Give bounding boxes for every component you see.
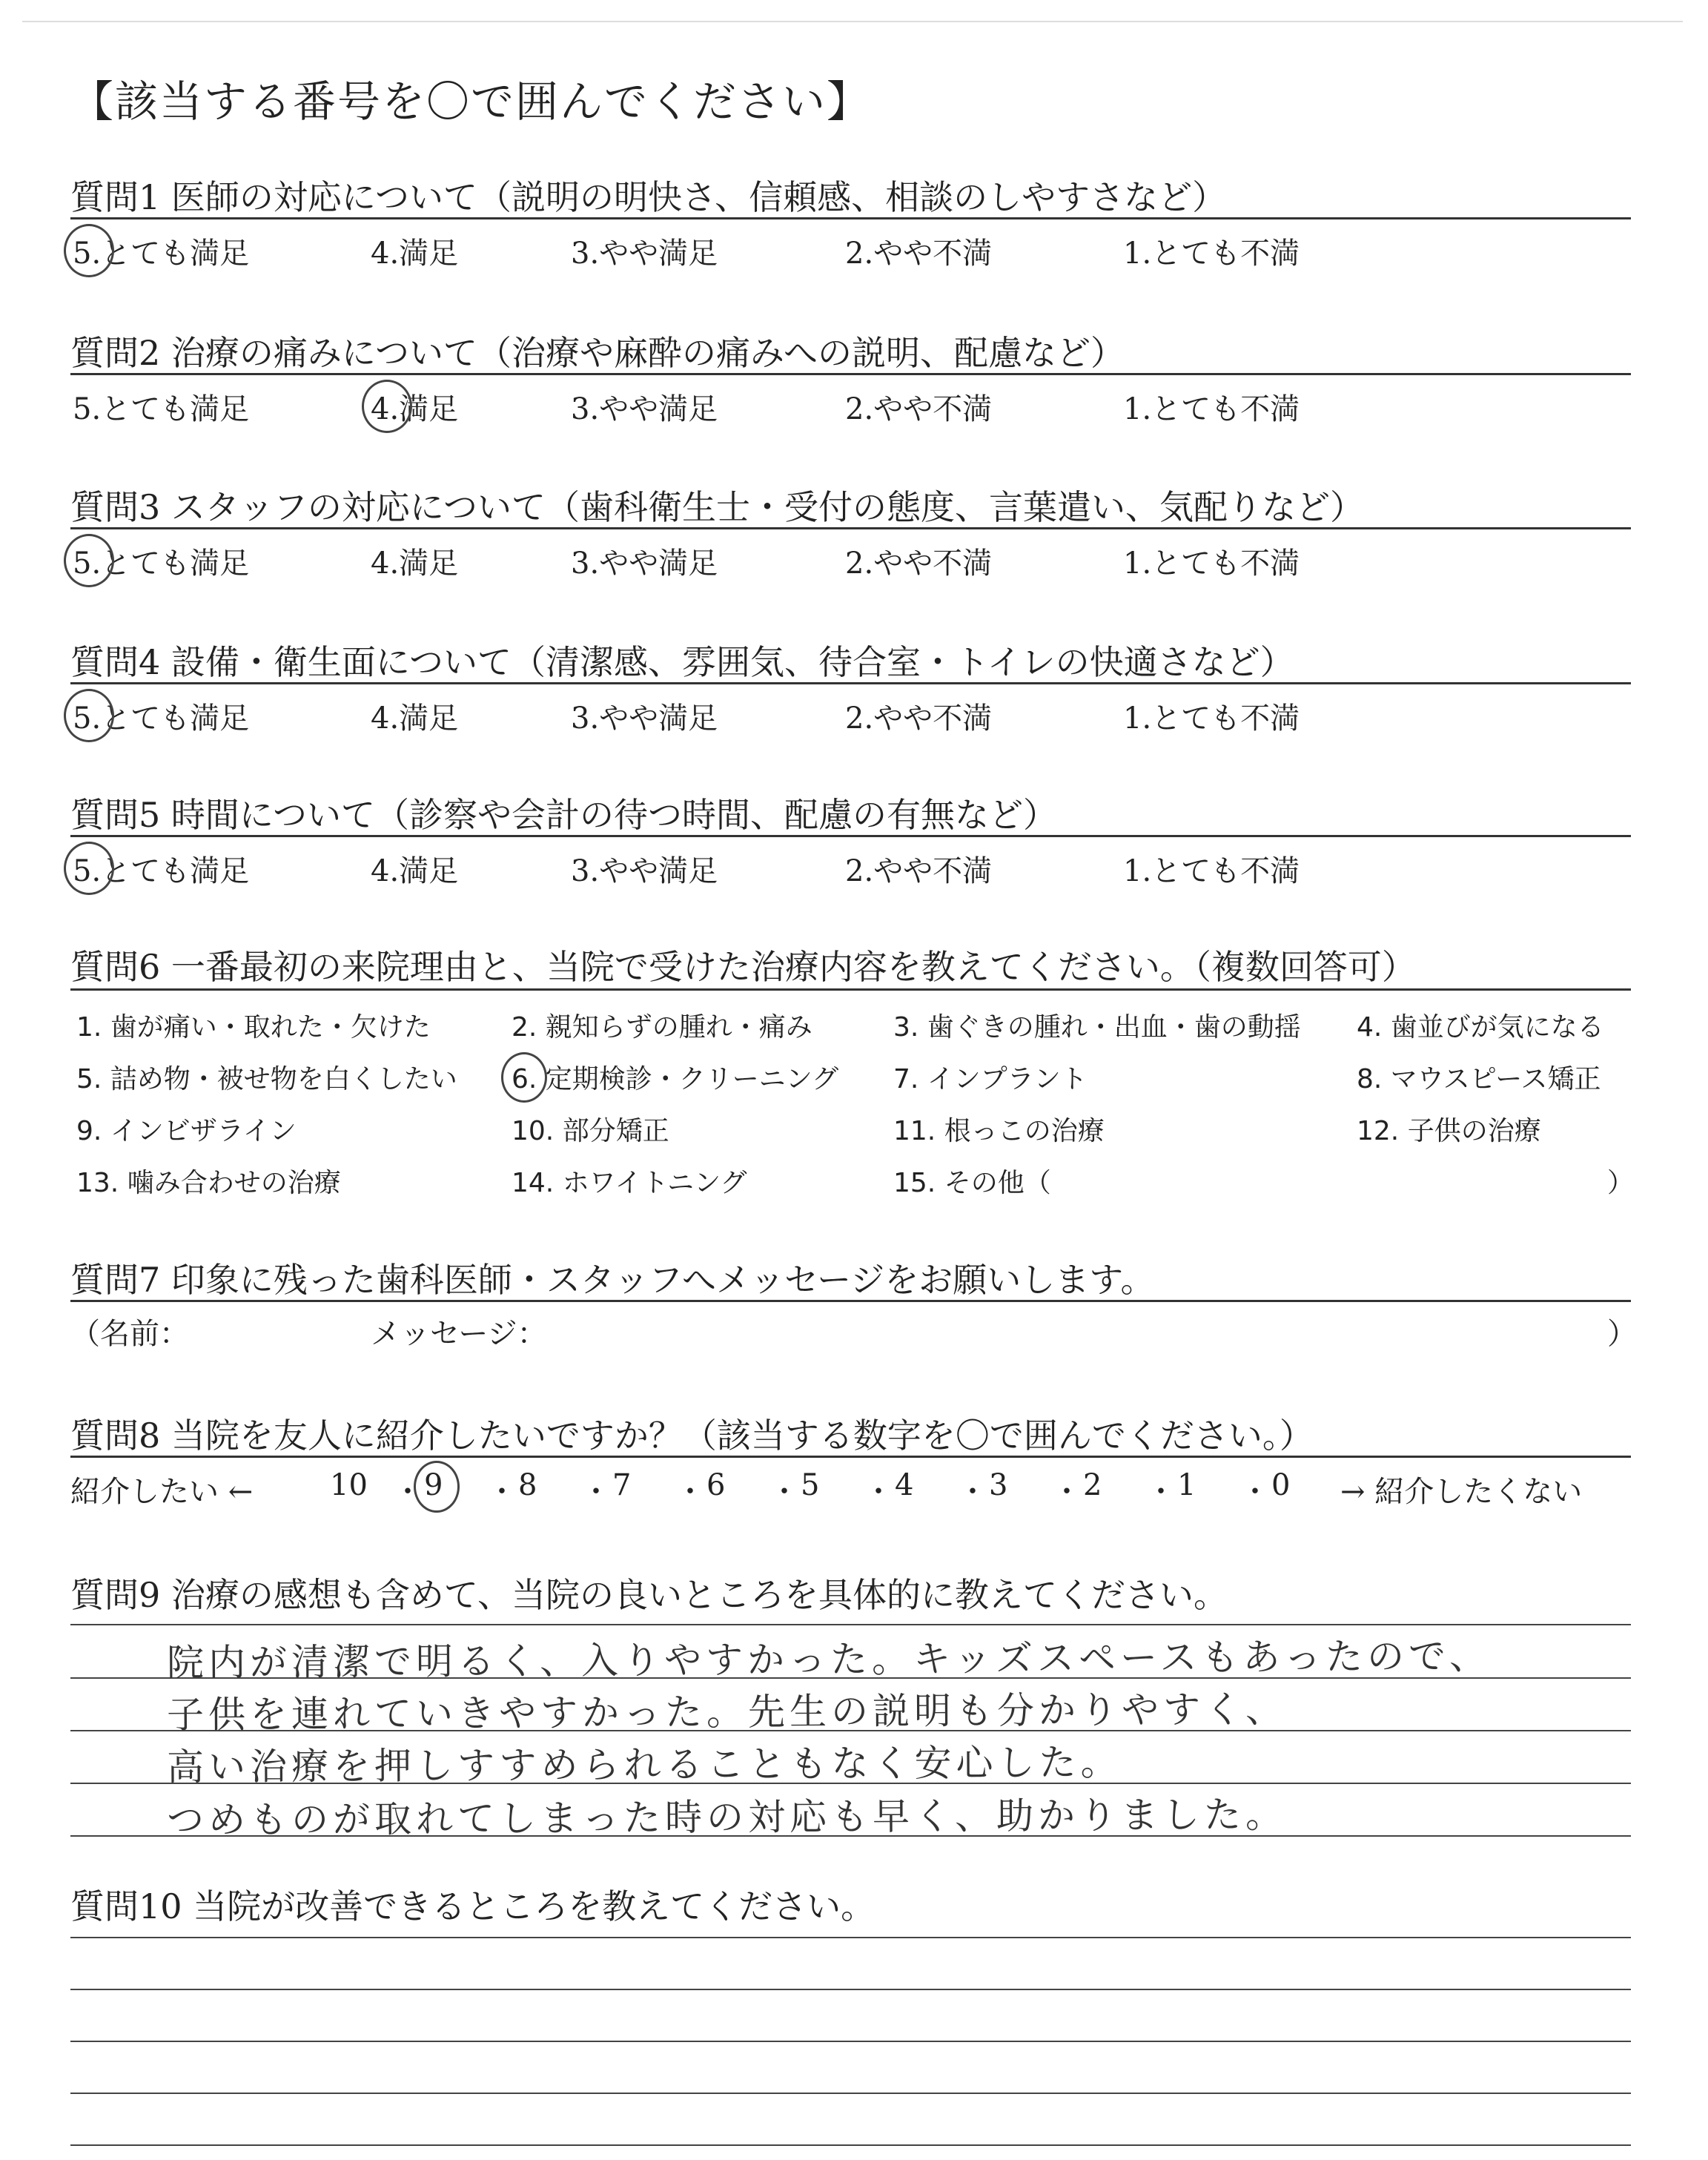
q3-rule (70, 527, 1631, 529)
q5-option-5[interactable]: 5.とても満足 (73, 854, 250, 888)
q6-option-16: ） (1607, 1168, 1635, 1198)
q10-title: 質問10 当院が改善できるところを教えてください。 (70, 1886, 875, 1926)
q3-option-5[interactable]: 5.とても満足 (73, 546, 250, 581)
q3-option-4[interactable]: 4.満足 (371, 546, 459, 581)
q1-selected-circle (64, 224, 114, 277)
q6-title: 質問6 一番最初の来院理由と、当院で受けた治療内容を教えてください。（複数回答可） (70, 947, 1416, 987)
q8-rule (70, 1456, 1631, 1458)
q3-title: 質問3 スタッフの対応について（歯科衛生士・受付の態度、言葉遣い、気配りなど） (70, 487, 1364, 527)
q10-line-4 (70, 2093, 1631, 2094)
q6-option-6[interactable]: 6. 定期検診・クリーニング (512, 1064, 839, 1094)
page-title: 【該当する番号を〇で囲んでください】 (70, 76, 872, 127)
q5-option-1[interactable]: 1.とても不満 (1123, 854, 1300, 888)
q6-selected-circle (501, 1052, 547, 1103)
q3-selected-circle (64, 534, 114, 587)
q7-close-paren: ） (1607, 1317, 1637, 1351)
q5-rule (70, 835, 1631, 837)
q8-scale-separator: ・ (1240, 1475, 1270, 1509)
q1-rule (70, 217, 1631, 219)
q2-option-2[interactable]: 2.やや不満 (845, 392, 993, 426)
q4-title: 質問4 設備・衛生面について（清潔感、雰囲気、待合室・トイレの快適さなど） (70, 642, 1294, 682)
q8-selected-circle (414, 1461, 460, 1513)
q8-scale-separator: ・ (1052, 1475, 1082, 1509)
q2-option-5[interactable]: 5.とても満足 (73, 392, 250, 426)
q9-answer-line-2: 子供を連れていきやすかった。先生の説明も分かりやすく、 (166, 1688, 1288, 1737)
q9-answer-line-3: 高い治療を押しすすめられることもなく安心した。 (166, 1740, 1122, 1789)
q2-selected-circle (362, 380, 412, 433)
q8-scale-5[interactable]: 5 (801, 1468, 820, 1502)
q7-message-label: メッセージ： (371, 1317, 547, 1351)
q8-scale-separator: ・ (393, 1475, 423, 1509)
q2-option-3[interactable]: 3.やや満足 (571, 392, 718, 426)
q1-option-5[interactable]: 5.とても満足 (73, 237, 250, 271)
q3-option-3[interactable]: 3.やや満足 (571, 546, 718, 581)
q7-rule (70, 1300, 1631, 1302)
q8-scale-separator: ・ (769, 1475, 799, 1509)
q9-answer-line-1: 院内が清潔で明るく、入りやすかった。キッズスペースもあったので、 (166, 1634, 1492, 1685)
q6-option-12[interactable]: 12. 子供の治療 (1357, 1116, 1541, 1146)
q1-option-2[interactable]: 2.やや不満 (845, 237, 993, 271)
q2-rule (70, 373, 1631, 375)
q6-option-11[interactable]: 11. 根っこの治療 (893, 1116, 1105, 1146)
q6-option-13[interactable]: 13. 噛み合わせの治療 (76, 1168, 341, 1198)
q8-scale-2[interactable]: 2 (1083, 1468, 1102, 1502)
q3-option-1[interactable]: 1.とても不満 (1123, 546, 1300, 581)
q8-scale-10[interactable]: 10 (330, 1468, 368, 1502)
q10-line-3 (70, 2041, 1631, 2042)
q6-rule (70, 988, 1631, 991)
q4-selected-circle (64, 689, 114, 742)
q1-title: 質問1 医師の対応について（説明の明快さ、信頼感、相談のしやすさなど） (70, 177, 1227, 217)
q6-option-8[interactable]: 8. マウスピース矯正 (1357, 1064, 1601, 1094)
q1-option-3[interactable]: 3.やや満足 (571, 237, 718, 271)
q8-scale-separator: ・ (1146, 1475, 1176, 1509)
q5-selected-circle (64, 842, 114, 895)
q2-option-4[interactable]: 4.満足 (371, 392, 459, 426)
q9-line-1 (70, 1624, 1631, 1625)
q4-option-3[interactable]: 3.やや満足 (571, 701, 718, 736)
q8-scale-separator: ・ (864, 1475, 893, 1509)
q5-title: 質問5 時間について（診察や会計の待つ時間、配慮の有無など） (70, 795, 1057, 835)
q1-option-1[interactable]: 1.とても不満 (1123, 237, 1300, 271)
q4-rule (70, 682, 1631, 684)
q7-name-label: （名前： (70, 1317, 189, 1351)
q6-option-7[interactable]: 7. インプラント (893, 1064, 1088, 1094)
q10-line-1 (70, 1937, 1631, 1938)
q8-scale-separator: ・ (487, 1475, 517, 1509)
q6-option-10[interactable]: 10. 部分矯正 (512, 1116, 669, 1146)
q6-option-3[interactable]: 3. 歯ぐきの腫れ・出血・歯の動揺 (893, 1012, 1301, 1043)
q8-scale-4[interactable]: 4 (895, 1468, 914, 1502)
q10-line-5 (70, 2144, 1631, 2146)
q4-option-1[interactable]: 1.とても不満 (1123, 701, 1300, 736)
q8-scale-separator: ・ (675, 1475, 705, 1509)
q6-option-4[interactable]: 4. 歯並びが気になる (1357, 1012, 1604, 1043)
q8-scale-1[interactable]: 1 (1177, 1468, 1196, 1502)
q4-option-5[interactable]: 5.とても満足 (73, 701, 250, 736)
q8-scale-8[interactable]: 8 (518, 1468, 537, 1502)
q6-option-5[interactable]: 5. 詰め物・被せ物を白くしたい (76, 1064, 457, 1094)
q8-scale-6[interactable]: 6 (706, 1468, 726, 1502)
q9-title: 質問9 治療の感想も含めて、当院の良いところを具体的に教えてください。 (70, 1575, 1228, 1615)
q8-scale-0[interactable]: 0 (1271, 1468, 1291, 1502)
q4-option-4[interactable]: 4.満足 (371, 701, 459, 736)
q2-option-1[interactable]: 1.とても不満 (1123, 392, 1300, 426)
q5-option-2[interactable]: 2.やや不満 (845, 854, 993, 888)
q2-title: 質問2 治療の痛みについて（治療や麻酔の痛みへの説明、配慮など） (70, 333, 1125, 373)
q8-scale-3[interactable]: 3 (989, 1468, 1008, 1502)
q8-right-label: → 紹介したくない (1340, 1475, 1583, 1509)
q4-option-2[interactable]: 2.やや不満 (845, 701, 993, 736)
q6-option-9[interactable]: 9. インビザライン (76, 1116, 297, 1146)
top-edge-line (22, 21, 1683, 22)
q8-scale-separator: ・ (958, 1475, 987, 1509)
q3-option-2[interactable]: 2.やや不満 (845, 546, 993, 581)
q7-title: 質問7 印象に残った歯科医師・スタッフへメッセージをお願いします。 (70, 1260, 1155, 1300)
q9-answer-line-4: つめものが取れてしまった時の対応も早く、助かりました。 (166, 1793, 1288, 1842)
q10-line-2 (70, 1989, 1631, 1990)
q1-option-4[interactable]: 4.満足 (371, 237, 459, 271)
q6-option-14[interactable]: 14. ホワイトニング (512, 1168, 747, 1198)
q8-left-label: 紹介したい ← (70, 1475, 254, 1509)
q8-scale-separator: ・ (581, 1475, 611, 1509)
q6-option-15[interactable]: 15. その他（ (893, 1168, 1051, 1198)
q5-option-3[interactable]: 3.やや満足 (571, 854, 718, 888)
q6-option-1[interactable]: 1. 歯が痛い・取れた・欠けた (76, 1012, 431, 1043)
q5-option-4[interactable]: 4.満足 (371, 854, 459, 888)
q8-scale-7[interactable]: 7 (612, 1468, 632, 1502)
q8-scale-9[interactable]: 9 (424, 1468, 443, 1502)
q8-title: 質問8 当院を友人に紹介したいですか？（該当する数字を〇で囲んでください。） (70, 1416, 1314, 1456)
q6-option-2[interactable]: 2. 親知らずの腫れ・痛み (512, 1012, 812, 1043)
